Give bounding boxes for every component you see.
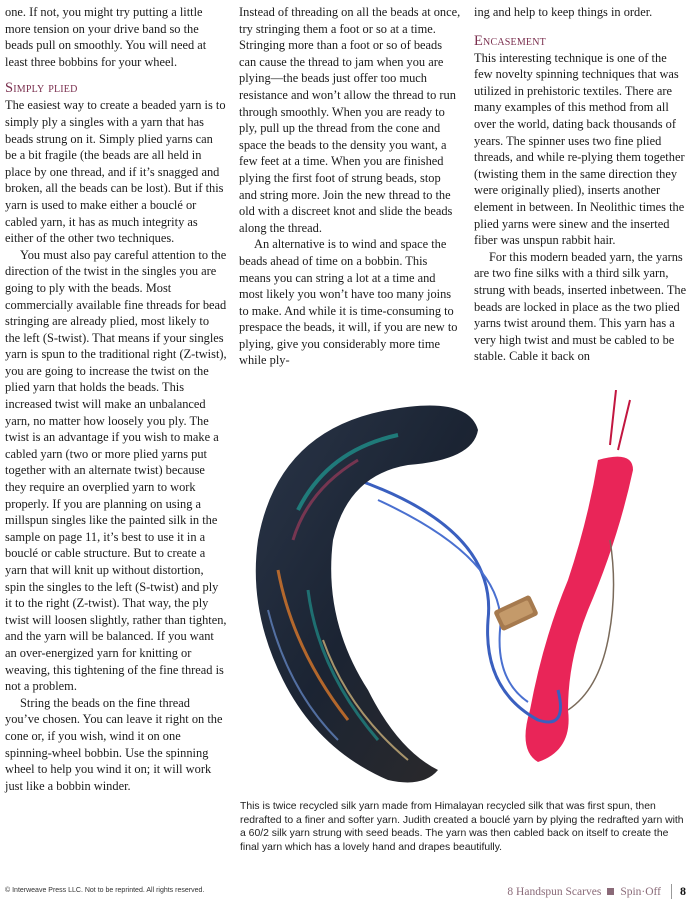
beaded-yarn-photo [238,390,690,792]
paragraph: An alternative is to wind and space the beads ahead of time on a bobbin. This means you can string a lot at a time and most likely you won’t have too many joins to make. And while it is time-consuming to prespace the beads, it will, if you are new to plying, give you considerably more time while ply- [239,237,458,368]
paragraph: You must also pay careful attention to the direction of the twist in the singles you are going to ply with the beads. Most commercially available fine threads for bead stringing are already plied, most likely to the left (S-twist). That means if your singles yarn is spun to the traditional right (Z-twist), you are going to increase the twist on the plied yarn that holds the beads. This increased twist will make an unbalanced yarn, no matter how loosely you ply. The twist is an advantage if you wish to make a cabled yarn (two or more plied yarns put together with an alternate twist) because they require an overplied yarn to work properly. If you are planning on using a millspun singles like the painted silk in the sample on page 11, it’s best to use it in a bouclé or cable structure. But to create a yarn that will knit up without distortion, spin the singles to the left (S-twist) and ply it to the right (Z-twist). That way, the ply twist will loosen slightly, rather than tighten, and the yarn will be balanced. If you want an over-energized yarn for knitting or weaving, this tightening of the fine thread is not a problem. [5,247,227,694]
paragraph: The easiest way to create a beaded yarn is to simply ply a singles with a yarn that has beads strung on it. Simply plied yarns can be a bit fragile (the beads are all held in place by one thread, and if it’s snagged and broken, all the beads can be lost). But if this yarn is used to make either a bouclé or cabled yarn, it has as much integrity as either of the other two techniques. [5,98,226,246]
column-3 [474,4,688,365]
publication-title: 8 Handspun Scarves [507,885,602,898]
paragraph: This interesting technique is one of the few novelty spinning techniques that was utilized in prehistoric textiles. There are many examples of this method from all over the world, dating back thousands of years. The spinner uses two fine plied threads, and while re-plying them together (twisting them in the same direction they were originally plied), inserts another element in between. In Neolithic times the plied yarns were sinew and the inserted fiber was unspun rabbit hair. [474,50,685,248]
paragraph: ing and help to keep things in order. [474,5,653,19]
section-heading-encasement: Encasement [474,32,546,49]
paragraph: For this modern beaded yarn, the yarns are two fine silks with a third silk yarn, strung with beads, inserted inbetween. The beads are locked in place as the two plied yarns twist around them. This yarn has a very high twist and must be cabled to be stable. Cable it back on [474,249,687,364]
page-number: 8 [671,884,686,899]
page-footer [507,884,686,899]
column-2 [239,4,461,369]
paragraph: one. If not, you might try putting a little more tension on your drive band so the beads pull on smoothly. You will need at least three bobbins for your wheel. [5,5,207,69]
yarn-skein-illustration [238,390,690,792]
wooden-bobbin-icon [493,595,539,632]
magazine-name: Spin·Off [620,885,661,898]
square-bullet-icon [607,888,614,895]
copyright-notice: © Interweave Press LLC. Not to be reprinted. All rights reserved. [5,887,205,894]
section-heading-simply-plied: Simply plied [5,80,78,97]
photo-caption: This is twice recycled silk yarn made from Himalayan recycled silk that was first spun, then redrafted to a finer and softer yarn. Judith created a bouclé yarn by plying the redrafted yarn with a 60/2 silk yarn strung with seed beads. The yarn was then cabled back on itself to create the final yarn which has a lovely hand and drapes beautifully. [240,801,684,853]
red-silk-fabric [526,457,634,762]
column-1 [5,4,227,794]
paragraph: Instead of threading on all the beads at once, try stringing them a foot or so at a time. Stringing more than a foot or so of beads can cause the thread to jam when you are plying—the beads just offer too much resistance and won’t allow the thread to run through smoothly. When you are ready to ply, pull up the thread from the cone and space the beads to the density you want, a few feet at a time. When you are finished plying the first foot of strung beads, stop and string more. Join the new thread to the old with a discreet knot and slide the beads along the thread. [239,5,461,235]
paragraph: String the beads on the fine thread you’ve chosen. You can leave it right on the cone or, if you wish, wind it on one spinning-wheel bobbin. Use the spinning wheel to help you wind it on; it will work just like a bobbin winder. [5,695,223,793]
